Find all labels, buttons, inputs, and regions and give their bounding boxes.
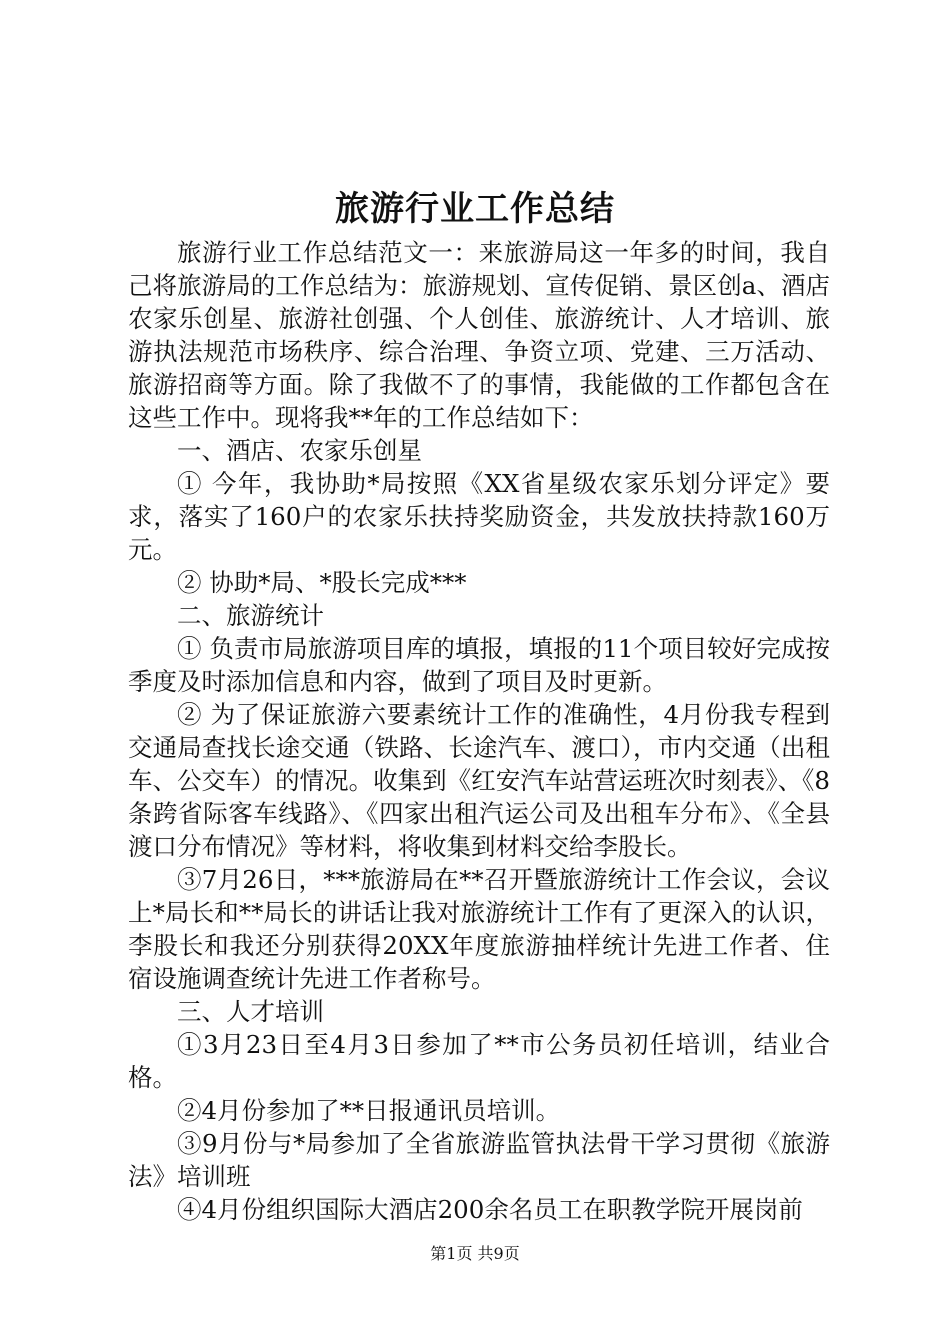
document-title: 旅游行业工作总结 xyxy=(335,189,615,229)
page-footer: 第1页 共9页 xyxy=(430,1244,520,1263)
paragraph: ③9月份与*局参加了全省旅游监管执法骨干学习贯彻《旅游法》培训班 xyxy=(128,1129,830,1191)
paragraph: ①3月23日至4月3日参加了**市公务员初任培训，结业合格。 xyxy=(128,1030,830,1092)
paragraph: ②4月份参加了**日报通讯员培训。 xyxy=(177,1096,561,1125)
section-heading: 二、旅游统计 xyxy=(177,601,324,630)
paragraph: ④4月份组织国际大酒店200余名员工在职教学院开展岗前 xyxy=(177,1195,803,1224)
paragraph: ① 今年，我协助*局按照《XX省星级农家乐划分评定》要求，落实了160户的农家乐扶持奖励资金，共发放扶持款160万元。 xyxy=(128,469,830,564)
paragraph: ③7月26日，***旅游局在**召开暨旅游统计工作会议，会议上*局长和**局长的讲话让我对旅游统计工作有了更深入的认识，李股长和我还分别获得20XX年度旅游抽样统计先进工作者、住宿设施调查统计先进工作者称号。 xyxy=(128,865,830,993)
paragraph: ① 负责市局旅游项目库的填报，填报的11个项目较好完成按季度及时添加信息和内容，做到了项目及时更新。 xyxy=(128,634,830,696)
paragraph: ② 为了保证旅游六要素统计工作的准确性，4月份我专程到交通局查找长途交通（铁路、长途汽车、渡口），市内交通（出租车、公交车）的情况。收集到《红安汽车站营运班次时刻表》、《8条跨省际客车线路》、《四家出租汽运公司及出租车分布》、《全县渡口分布情况》等材料，将收集到材料交给李股长。 xyxy=(128,700,830,861)
paragraph: 旅游行业工作总结范文一：来旅游局这一年多的时间，我自己将旅游局的工作总结为：旅游规划、宣传促销、景区创a、酒店农家乐创星、旅游社创强、个人创佳、旅游统计、人才培训、旅游执法规范市场秩序、综合治理、争资立项、党建、三万活动、旅游招商等方面。除了我做不了的事情，我能做的工作都包含在这些工作中。现将我**年的工作总结如下： xyxy=(128,238,830,432)
document-body xyxy=(128,236,830,1226)
section-heading: 三、人才培训 xyxy=(177,997,324,1026)
section-heading: 一、酒店、农家乐创星 xyxy=(177,436,422,465)
paragraph: ② 协助*局、*股长完成*** xyxy=(177,568,467,597)
